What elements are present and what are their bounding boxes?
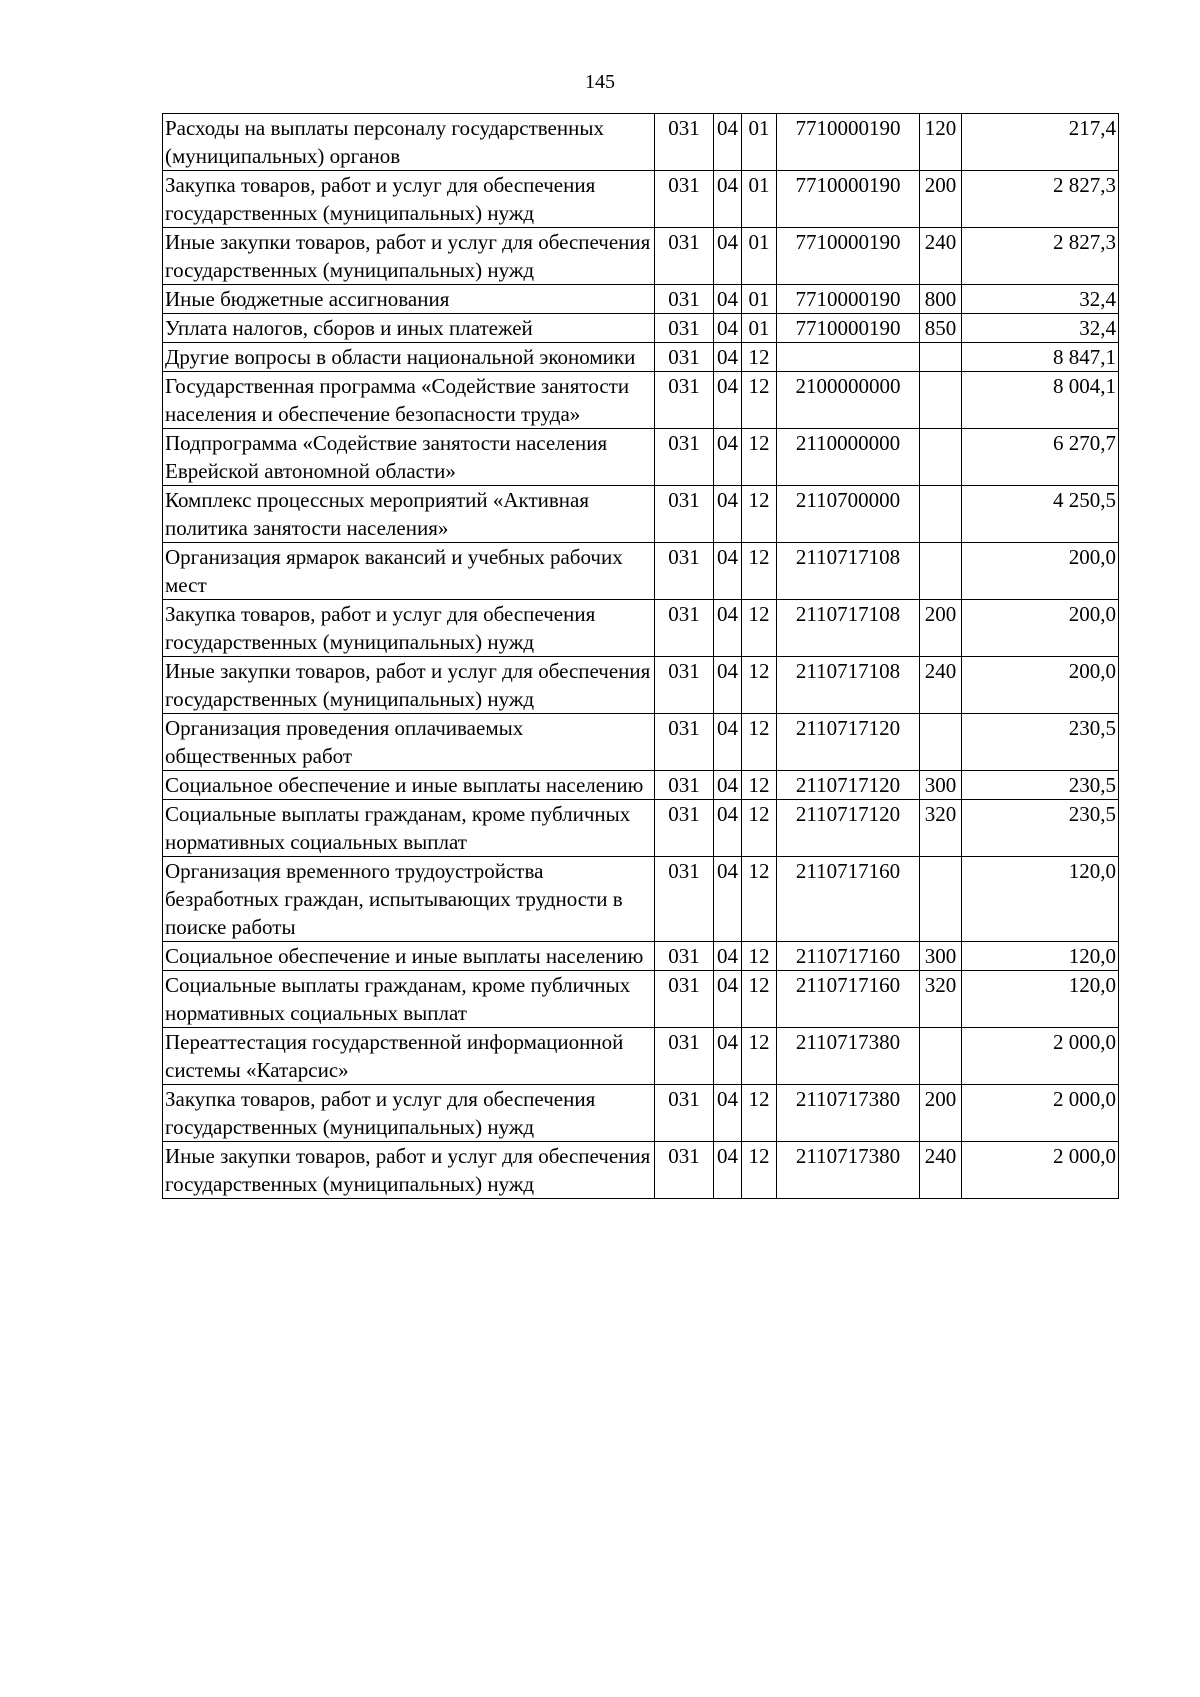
row-gr-cell: 031 [655, 228, 714, 285]
table-row [163, 942, 1119, 971]
row-pr-cell: 12 [742, 343, 777, 372]
row-vr-cell: 320 [920, 800, 962, 857]
row-pr-cell: 12 [742, 429, 777, 486]
row-sum-cell: 200,0 [962, 600, 1119, 657]
row-vr-cell [920, 343, 962, 372]
row-vr-cell: 200 [920, 171, 962, 228]
row-csr-cell: 2110717120 [777, 714, 920, 771]
row-name-cell: Организация ярмарок вакансий и учебных рабочих мест [163, 543, 655, 600]
row-vr-cell [920, 372, 962, 429]
table-row [163, 657, 1119, 714]
row-pr-cell: 01 [742, 314, 777, 343]
row-vr-cell: 240 [920, 657, 962, 714]
row-csr-cell: 7710000190 [777, 171, 920, 228]
row-name-cell: Другие вопросы в области национальной экономики [163, 343, 655, 372]
row-gr-cell: 031 [655, 285, 714, 314]
row-vr-cell: 300 [920, 771, 962, 800]
row-name-cell: Расходы на выплаты персоналу государственных (муниципальных) органов [163, 114, 655, 171]
row-vr-cell: 320 [920, 971, 962, 1028]
table-row [163, 1085, 1119, 1142]
row-rz-cell: 04 [714, 343, 742, 372]
page-number: 145 [585, 71, 615, 93]
row-vr-cell: 120 [920, 114, 962, 171]
row-gr-cell: 031 [655, 857, 714, 942]
row-vr-cell: 800 [920, 285, 962, 314]
row-name-cell: Государственная программа «Содействие занятости населения и обеспечение безопасности труда» [163, 372, 655, 429]
row-rz-cell: 04 [714, 1085, 742, 1142]
table-row [163, 1028, 1119, 1085]
row-csr-cell: 2110717120 [777, 771, 920, 800]
row-sum-cell: 2 827,3 [962, 228, 1119, 285]
row-name-cell: Социальные выплаты гражданам, кроме публичных нормативных социальных выплат [163, 971, 655, 1028]
table-row [163, 429, 1119, 486]
row-csr-cell: 2110700000 [777, 486, 920, 543]
row-sum-cell: 230,5 [962, 800, 1119, 857]
row-name-cell: Подпрограмма «Содействие занятости населения Еврейской автономной области» [163, 429, 655, 486]
row-pr-cell: 12 [742, 771, 777, 800]
row-pr-cell: 12 [742, 657, 777, 714]
row-name-cell: Иные закупки товаров, работ и услуг для обеспечения государственных (муниципальных) нужд [163, 657, 655, 714]
row-gr-cell: 031 [655, 372, 714, 429]
row-vr-cell [920, 486, 962, 543]
table-row [163, 228, 1119, 285]
row-csr-cell: 2110717380 [777, 1142, 920, 1199]
row-vr-cell [920, 857, 962, 942]
table-body [163, 114, 1119, 1199]
row-rz-cell: 04 [714, 942, 742, 971]
row-gr-cell: 031 [655, 486, 714, 543]
row-name-cell: Комплекс процессных мероприятий «Активная политика занятости населения» [163, 486, 655, 543]
row-vr-cell: 200 [920, 600, 962, 657]
row-csr-cell: 2110717108 [777, 600, 920, 657]
row-rz-cell: 04 [714, 800, 742, 857]
row-vr-cell: 300 [920, 942, 962, 971]
row-rz-cell: 04 [714, 314, 742, 343]
row-vr-cell [920, 714, 962, 771]
row-csr-cell [777, 343, 920, 372]
row-pr-cell: 12 [742, 1085, 777, 1142]
row-sum-cell: 2 000,0 [962, 1142, 1119, 1199]
row-pr-cell: 12 [742, 543, 777, 600]
row-name-cell: Социальное обеспечение и иные выплаты населению [163, 771, 655, 800]
row-sum-cell: 6 270,7 [962, 429, 1119, 486]
row-sum-cell: 8 004,1 [962, 372, 1119, 429]
row-rz-cell: 04 [714, 372, 742, 429]
row-csr-cell: 2110000000 [777, 429, 920, 486]
row-gr-cell: 031 [655, 1028, 714, 1085]
row-name-cell: Уплата налогов, сборов и иных платежей [163, 314, 655, 343]
row-sum-cell: 217,4 [962, 114, 1119, 171]
row-pr-cell: 01 [742, 171, 777, 228]
row-rz-cell: 04 [714, 1028, 742, 1085]
row-gr-cell: 031 [655, 429, 714, 486]
table-row [163, 600, 1119, 657]
table-row [163, 314, 1119, 343]
row-csr-cell: 2110717160 [777, 857, 920, 942]
row-csr-cell: 2100000000 [777, 372, 920, 429]
table-row [163, 343, 1119, 372]
table-row [163, 171, 1119, 228]
budget-table [162, 113, 1119, 1199]
row-pr-cell: 01 [742, 285, 777, 314]
row-gr-cell: 031 [655, 314, 714, 343]
table-row [163, 971, 1119, 1028]
row-name-cell: Закупка товаров, работ и услуг для обеспечения государственных (муниципальных) нужд [163, 1085, 655, 1142]
row-vr-cell: 850 [920, 314, 962, 343]
row-gr-cell: 031 [655, 114, 714, 171]
row-pr-cell: 12 [742, 971, 777, 1028]
row-pr-cell: 12 [742, 372, 777, 429]
row-rz-cell: 04 [714, 486, 742, 543]
row-csr-cell: 2110717380 [777, 1085, 920, 1142]
row-name-cell: Социальное обеспечение и иные выплаты населению [163, 942, 655, 971]
row-rz-cell: 04 [714, 1142, 742, 1199]
row-sum-cell: 32,4 [962, 285, 1119, 314]
row-csr-cell: 2110717160 [777, 971, 920, 1028]
row-sum-cell: 230,5 [962, 771, 1119, 800]
row-gr-cell: 031 [655, 971, 714, 1028]
row-pr-cell: 12 [742, 1142, 777, 1199]
row-rz-cell: 04 [714, 114, 742, 171]
row-name-cell: Организация проведения оплачиваемых общественных работ [163, 714, 655, 771]
row-csr-cell: 2110717380 [777, 1028, 920, 1085]
row-sum-cell: 200,0 [962, 543, 1119, 600]
row-gr-cell: 031 [655, 600, 714, 657]
row-gr-cell: 031 [655, 543, 714, 600]
table-row [163, 114, 1119, 171]
row-rz-cell: 04 [714, 228, 742, 285]
row-gr-cell: 031 [655, 171, 714, 228]
row-sum-cell: 200,0 [962, 657, 1119, 714]
row-pr-cell: 12 [742, 942, 777, 971]
row-name-cell: Организация временного трудоустройства безработных граждан, испытывающих трудности в поиске работы [163, 857, 655, 942]
row-csr-cell: 7710000190 [777, 285, 920, 314]
row-gr-cell: 031 [655, 1142, 714, 1199]
row-csr-cell: 2110717108 [777, 657, 920, 714]
row-csr-cell: 2110717120 [777, 800, 920, 857]
row-name-cell: Иные бюджетные ассигнования [163, 285, 655, 314]
row-pr-cell: 01 [742, 114, 777, 171]
table-row [163, 285, 1119, 314]
row-vr-cell [920, 1028, 962, 1085]
row-vr-cell [920, 543, 962, 600]
row-sum-cell: 4 250,5 [962, 486, 1119, 543]
row-csr-cell: 2110717108 [777, 543, 920, 600]
row-rz-cell: 04 [714, 971, 742, 1028]
row-vr-cell: 240 [920, 1142, 962, 1199]
row-rz-cell: 04 [714, 714, 742, 771]
row-sum-cell: 230,5 [962, 714, 1119, 771]
table-row [163, 486, 1119, 543]
row-name-cell: Закупка товаров, работ и услуг для обеспечения государственных (муниципальных) нужд [163, 171, 655, 228]
row-gr-cell: 031 [655, 942, 714, 971]
row-name-cell: Иные закупки товаров, работ и услуг для обеспечения государственных (муниципальных) нужд [163, 228, 655, 285]
row-csr-cell: 7710000190 [777, 228, 920, 285]
row-sum-cell: 2 000,0 [962, 1085, 1119, 1142]
row-gr-cell: 031 [655, 343, 714, 372]
row-pr-cell: 01 [742, 228, 777, 285]
row-rz-cell: 04 [714, 857, 742, 942]
row-csr-cell: 7710000190 [777, 114, 920, 171]
table-row [163, 771, 1119, 800]
row-gr-cell: 031 [655, 1085, 714, 1142]
row-rz-cell: 04 [714, 543, 742, 600]
row-rz-cell: 04 [714, 600, 742, 657]
row-rz-cell: 04 [714, 171, 742, 228]
row-pr-cell: 12 [742, 857, 777, 942]
table-row [163, 543, 1119, 600]
row-gr-cell: 031 [655, 771, 714, 800]
row-vr-cell [920, 429, 962, 486]
row-name-cell: Закупка товаров, работ и услуг для обеспечения государственных (муниципальных) нужд [163, 600, 655, 657]
row-rz-cell: 04 [714, 285, 742, 314]
row-rz-cell: 04 [714, 771, 742, 800]
table-row [163, 372, 1119, 429]
row-name-cell: Социальные выплаты гражданам, кроме публичных нормативных социальных выплат [163, 800, 655, 857]
row-gr-cell: 031 [655, 800, 714, 857]
row-pr-cell: 12 [742, 600, 777, 657]
row-gr-cell: 031 [655, 714, 714, 771]
row-sum-cell: 2 827,3 [962, 171, 1119, 228]
row-name-cell: Переаттестация государственной информационной системы «Катарсис» [163, 1028, 655, 1085]
row-pr-cell: 12 [742, 486, 777, 543]
row-name-cell: Иные закупки товаров, работ и услуг для обеспечения государственных (муниципальных) нужд [163, 1142, 655, 1199]
table-row [163, 1142, 1119, 1199]
row-csr-cell: 7710000190 [777, 314, 920, 343]
row-pr-cell: 12 [742, 1028, 777, 1085]
row-vr-cell: 240 [920, 228, 962, 285]
row-csr-cell: 2110717160 [777, 942, 920, 971]
row-sum-cell: 120,0 [962, 942, 1119, 971]
row-rz-cell: 04 [714, 657, 742, 714]
row-sum-cell: 2 000,0 [962, 1028, 1119, 1085]
table-row [163, 857, 1119, 942]
row-rz-cell: 04 [714, 429, 742, 486]
row-sum-cell: 120,0 [962, 857, 1119, 942]
row-sum-cell: 120,0 [962, 971, 1119, 1028]
row-pr-cell: 12 [742, 714, 777, 771]
row-gr-cell: 031 [655, 657, 714, 714]
table-row [163, 714, 1119, 771]
row-sum-cell: 8 847,1 [962, 343, 1119, 372]
row-sum-cell: 32,4 [962, 314, 1119, 343]
row-vr-cell: 200 [920, 1085, 962, 1142]
table-row [163, 800, 1119, 857]
row-pr-cell: 12 [742, 800, 777, 857]
